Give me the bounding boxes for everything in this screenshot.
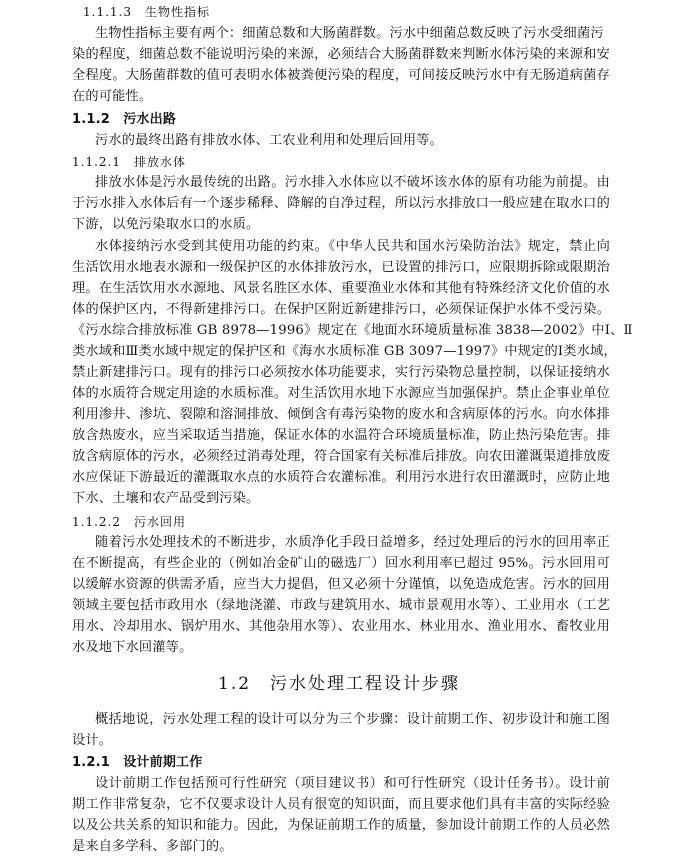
paragraph-line: 以缓解水资源的供需矛盾，应当大力提倡，但又必须十分谨慎，以免造成危害。污水的回用 xyxy=(72,577,610,592)
paragraph-line: 染的程度，细菌总数不能说明污染的来源，必须结合大肠菌群数来判断水体污染的来源和安 xyxy=(72,47,610,62)
paragraph-line: 生活饮用水地表水源和一级保护区的水体排放污水，已设置的排污口，应限期拆除或限期治 xyxy=(72,260,610,275)
paragraph-line: 下水、土壤和农产品受到污染。 xyxy=(72,491,260,506)
heading-1-1-1-3: 1.1.1.3 生物性指标 xyxy=(83,5,210,19)
paragraph-line: 期工作非常复杂，它不仅要求设计人员有很宽的知识面，而且要求他们具有丰富的实际经验 xyxy=(72,797,610,812)
paragraph-line: 设计。 xyxy=(72,733,113,748)
paragraph-line: 随着污水处理技术的不断进步，水质净化手段日益增多，经过处理后的污水的回用率正 xyxy=(95,535,610,550)
heading-1-1-2: 1.1.2 污水出路 xyxy=(72,112,177,127)
heading-1-1-2-2: 1.1.2.2 污水回用 xyxy=(72,515,186,529)
paragraph-line: 全程度。大肠菌群数的值可表明水体被粪便污染的程度，可间接反映污水中有无肠道病菌存 xyxy=(72,68,610,83)
paragraph-line: 下游，以免污染取水口的水质。 xyxy=(72,217,260,232)
paragraph-line: 排放水体是污水最传统的出路。污水排入水体应以不破坏该水体的原有功能为前提。由 xyxy=(95,175,610,190)
paragraph-line: 利用渗井、渗坑、裂隙和溶洞排放、倾倒含有毒污染物的废水和含病原体的污水。向水体排 xyxy=(72,407,610,422)
paragraph-line: 体的保护区内，不得新建排污口。在保护区附近新建排污口，必须保证保护水体不受污染。 xyxy=(72,302,610,317)
paragraph-line: 是来自多学科、多部门的。 xyxy=(72,839,233,854)
paragraph-line: 污水的最终出路有排放水体、工农业利用和处理后回用等。 xyxy=(95,133,444,148)
paragraph-line: 设计前期工作包括预可行性研究（项目建议书）和可行性研究（设计任务书）。设计前 xyxy=(95,776,610,791)
paragraph-line: 《污水综合排放标准 GB 8978—1996》规定在《地面水环境质量标准 3838—2002》中Ⅰ、Ⅱ xyxy=(72,323,633,338)
paragraph-line: 水及地下水回灌等。 xyxy=(72,640,193,655)
paragraph-line: 类水域和Ⅲ类水域中规定的保护区和《海水水质标准 GB 3097—1997》中规定的Ⅰ类水域， xyxy=(72,344,617,359)
paragraph-line: 水体接纳污水受到其使用功能的约束。《中华人民共和国水污染防治法》规定，禁止向 xyxy=(95,239,610,254)
paragraph-line: 在的可能性。 xyxy=(72,89,153,104)
paragraph-line: 概括地说，污水处理工程的设计可以分为三个步骤：设计前期工作、初步设计和施工图 xyxy=(95,712,610,727)
paragraph-line: 禁止新建排污口。现有的排污口必须按水体功能要求，实行污染物总量控制，以保证接纳水 xyxy=(72,365,610,380)
paragraph-line: 生物性指标主要有两个：细菌总数和大肠菌群数。污水中细菌总数反映了污水受细菌污 xyxy=(95,26,604,41)
paragraph-line: 领域主要包括市政用水（绿地浇灌、市政与建筑用水、城市景观用水等）、工业用水（工艺 xyxy=(72,598,610,613)
heading-1-1-2-1: 1.1.2.1 排放水体 xyxy=(72,155,186,169)
paragraph-line: 于污水排入水体后有一个逐步稀释、降解的自净过程，所以污水排放口一般应建在取水口的 xyxy=(72,196,610,211)
paragraph-line: 在不断提高，有些企业的（例如冶金矿山的磁选厂）回水利用率已超过 95%。污水回用可 xyxy=(72,556,610,571)
paragraph-line: 以及公共关系的知识和能力。因此，为保证前期工作的质量，参加设计前期工作的人员必然 xyxy=(72,818,610,833)
paragraph-line: 用水、冷却用水、锅炉用水、其他杂用水等）、农业用水、林业用水、渔业用水、畜牧业用 xyxy=(72,619,610,634)
paragraph-line: 体的水质符合规定用途的水质标准。对生活饮用水地下水源应当加强保护。禁止企事业单位 xyxy=(72,386,610,401)
paragraph-line: 放含病原体的污水，必须经过消毒处理，符合国家有关标准后排放。向农田灌溉渠道排放废 xyxy=(72,449,610,464)
paragraph-line: 水应保证下游最近的灌溉取水点的水质符合农灌标准。利用污水进行农田灌溉时，应防止地 xyxy=(72,470,610,485)
paragraph-line: 放含热废水，应当采取适当措施，保证水体的水温符合环境质量标准，防止热污染危害。排 xyxy=(72,428,610,443)
paragraph-line: 理。在生活饮用水水源地、风景名胜区水体、重要渔业水体和其他有特殊经济文化价值的水 xyxy=(72,281,610,296)
heading-1-2: 1.2 污水处理工程设计步骤 xyxy=(218,674,461,694)
heading-1-2-1: 1.2.1 设计前期工作 xyxy=(72,755,203,770)
